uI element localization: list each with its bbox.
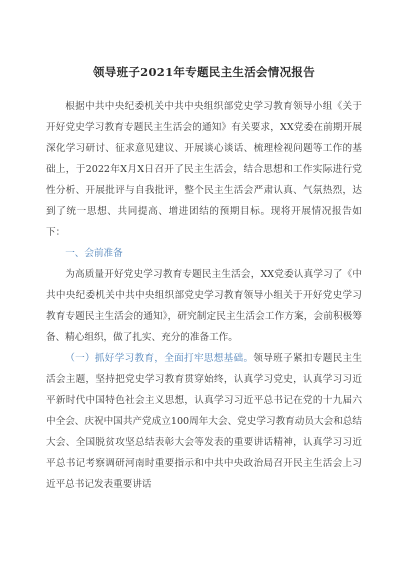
document-title: 领导班子2021年专题民主生活会情况报告 bbox=[92, 65, 315, 79]
intro-paragraph: 根据中共中央纪委机关中共中央组织部党史学习教育领导小组《关于开好党史学习教育专题民主生活会的通知》有关要求，XX党委在前期开展深化学习研讨、征求意见建议、开展谈心谈话、梳理检视问题等工作的基础上，于2022年X月X日召开了民主生活会，结合思想和工作实际进行党性分析、开展批评与自我批评，整个民主生活会严肃认真、气氛热烈，达到了统一思想、共同提高、增进团结的预期目标。现将开展情况报告如下： bbox=[46, 101, 362, 238]
section-heading: 一、会前准备 bbox=[65, 248, 123, 259]
subsection-paragraph bbox=[46, 348, 362, 495]
subsection-body: 领导班子紧扣专题民主生活会主题，坚持把党史学习教育贯穿始终，认真学习党史，认真学习习近平新时代中国特色社会主义思想，认真学习习近平总书记在党的十九届六中全会、庆祝中国共产党成立100周年大会、党史学习教育动员大会和总结大会、全国脱贫攻坚总结表彰大会等发表的重要讲话精神，认真学习习近平总书记考察调研河南时重要指示和中共中央政治局召开民主生活会上习近平总书记发表重要讲话 bbox=[46, 353, 363, 490]
subsection-heading: （一）抓好学习教育，全面打牢思想基础。 bbox=[65, 353, 254, 364]
section-paragraph: 为高质量开好党史学习教育专题民主生活会，XX党委认真学习了《中共中央纪委机关中共中央组织部党史学习教育领导小组关于开好党史学习教育专题民主生活会的通知》，研究制定民主生活会工作方案，会前积极筹备、精心组织，做了扎实、充分的准备工作。 bbox=[46, 269, 362, 343]
